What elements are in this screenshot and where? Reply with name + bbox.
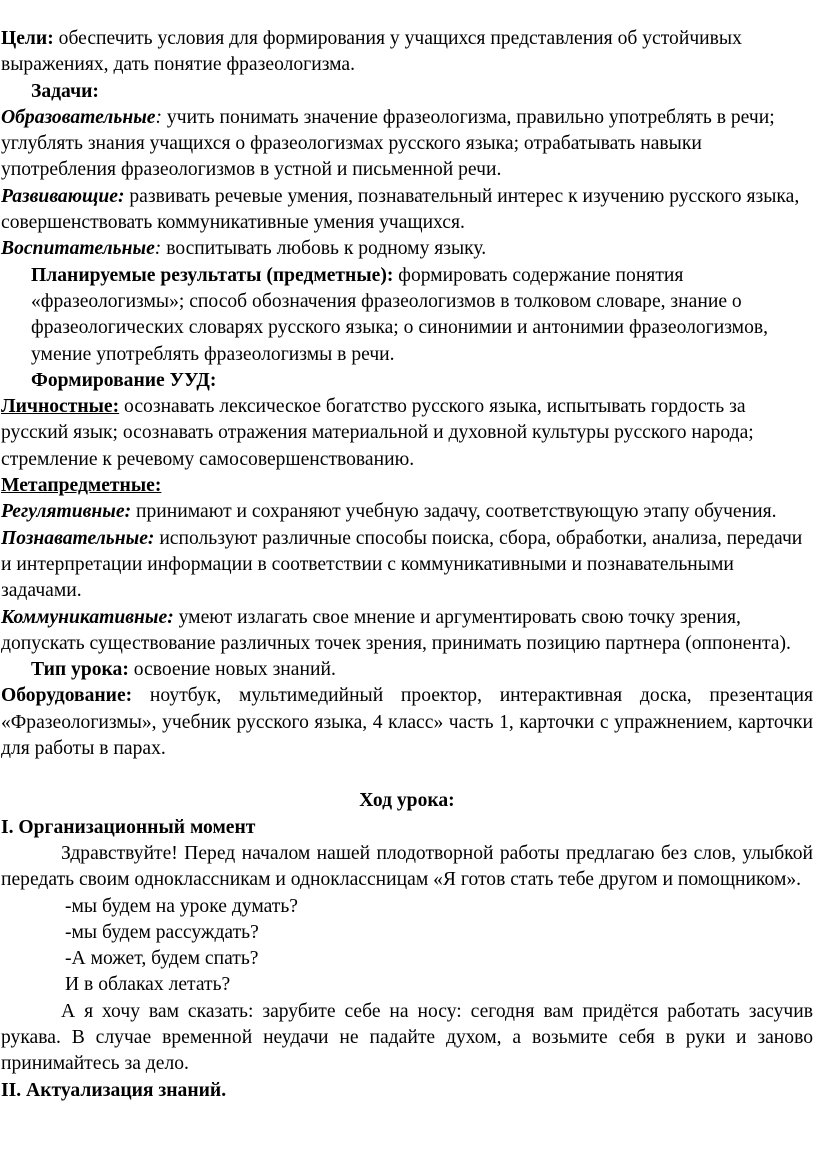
document-page: [1, 0, 813, 1104]
planned-results: [1, 263, 813, 368]
developing-label: Развивающие:: [1, 185, 125, 207]
communicative-label: Коммуникативные:: [1, 606, 174, 628]
regulatory-text: принимают и сохраняют учебную задачу, соответствующую этапу обучения.: [131, 501, 777, 523]
personal-text: осознавать лексическое богатство русского языка, испытывать гордость за русский язык; осознавать отражения материальной и духовной культуры русского народа; стремление к речевому самосовершенствованию.: [1, 396, 754, 470]
upbringing-label: Воспитательные: [1, 238, 155, 260]
upbringing-colon: :: [154, 238, 162, 260]
dialog-line-2: -мы будем рассуждать?: [65, 921, 259, 943]
meta-heading: Метапредметные:: [1, 475, 162, 497]
upbringing-text: воспитывать любовь к родному языку.: [161, 238, 487, 260]
equipment: [1, 683, 813, 762]
planned-results-text: формировать содержание понятия «фразеологизмы»; способ обозначения фразеологизмов в толковом словаре, знание о фразеологических словарях русского языка; о синонимии и антонимии фразеологизмов, умение употреблять фразеологизмы в речи.: [31, 264, 769, 365]
uud-cognitive: [1, 526, 813, 605]
uud-regulatory: [1, 499, 813, 525]
dialog-line-3: -А может, будем спать?: [65, 948, 259, 970]
tasks-heading: Задачи:: [31, 80, 99, 102]
educational-colon: :: [155, 106, 163, 128]
uud-personal: [1, 394, 813, 473]
educational-label: Образовательные: [1, 106, 156, 128]
planned-results-label: Планируемые результаты (предметные):: [31, 264, 394, 286]
section1-closing: А я хочу вам сказать: зарубите себе на носу: сегодня вам придётся работать засучив рукава. В случае временной неудачи не падайте духом, а возьмите себя в руки и заново принимайтесь за дело.: [1, 1000, 813, 1075]
lesson-flow-title: Ход урока:: [359, 790, 455, 812]
equipment-label: Оборудование:: [1, 685, 133, 707]
section1-heading: I. Организационный момент: [1, 816, 256, 838]
uud-heading: Формирование УУД:: [31, 369, 217, 391]
lesson-type: [1, 657, 813, 683]
tasks-developing: [1, 184, 813, 237]
spacer: [1, 762, 813, 788]
uud-communicative: [1, 605, 813, 658]
dialog-line-1: -мы будем на уроке думать?: [65, 895, 298, 917]
section1-intro: Здравствуйте! Перед началом нашей плодотворной работы предлагаю без слов, улыбкой передать своим одноклассникам и одноклассницам «Я готов стать тебе другом и помощником».: [1, 842, 813, 891]
goals-label: Цели:: [1, 28, 54, 49]
tasks-educational: [1, 105, 813, 184]
tasks-upbringing: [1, 236, 813, 262]
communicative-text: умеют излагать свое мнение и аргументировать свою точку зрения, допускать существование различных точек зрения, принимать позицию партнера (оппонента).: [1, 606, 791, 654]
lesson-type-text: освоение новых знаний.: [128, 659, 336, 681]
regulatory-label: Регулятивные:: [1, 501, 132, 523]
educational-text: учить понимать значение фразеологизма, правильно употреблять в речи; углублять знания учащихся о фразеологизмах русского языка; отрабатывать навыки употребления фразеологизмов в устной и письменной речи.: [1, 106, 775, 181]
cognitive-label: Познавательные:: [1, 527, 155, 549]
dialog-line-4: И в облаках летать?: [65, 974, 231, 996]
goals-paragraph: [1, 26, 813, 79]
cognitive-text: используют различные способы поиска, сбора, обработки, анализа, передачи и интерпретации информации в соответствии с коммуникативными и познавательными задачами.: [1, 527, 803, 602]
lesson-type-label: Тип урока:: [31, 659, 129, 681]
section2-heading: II. Актуализация знаний.: [1, 1079, 227, 1101]
personal-label: Личностные:: [1, 396, 120, 418]
developing-text: развивать речевые умения, познавательный интерес к изучению русского языка, совершенствовать коммуникативные умения учащихся.: [1, 185, 800, 234]
goals-text: обеспечить условия для формирования у учащихся представления об устойчивых выражениях, дать понятие фразеологизма.: [1, 28, 742, 76]
equipment-text: ноутбук, мультимедийный проектор, интерактивная доска, презентация «Фразеологизмы», учебник русского языка, 4 класс» часть 1, карточки с упражнением, карточки для работы в парах.: [1, 685, 813, 760]
